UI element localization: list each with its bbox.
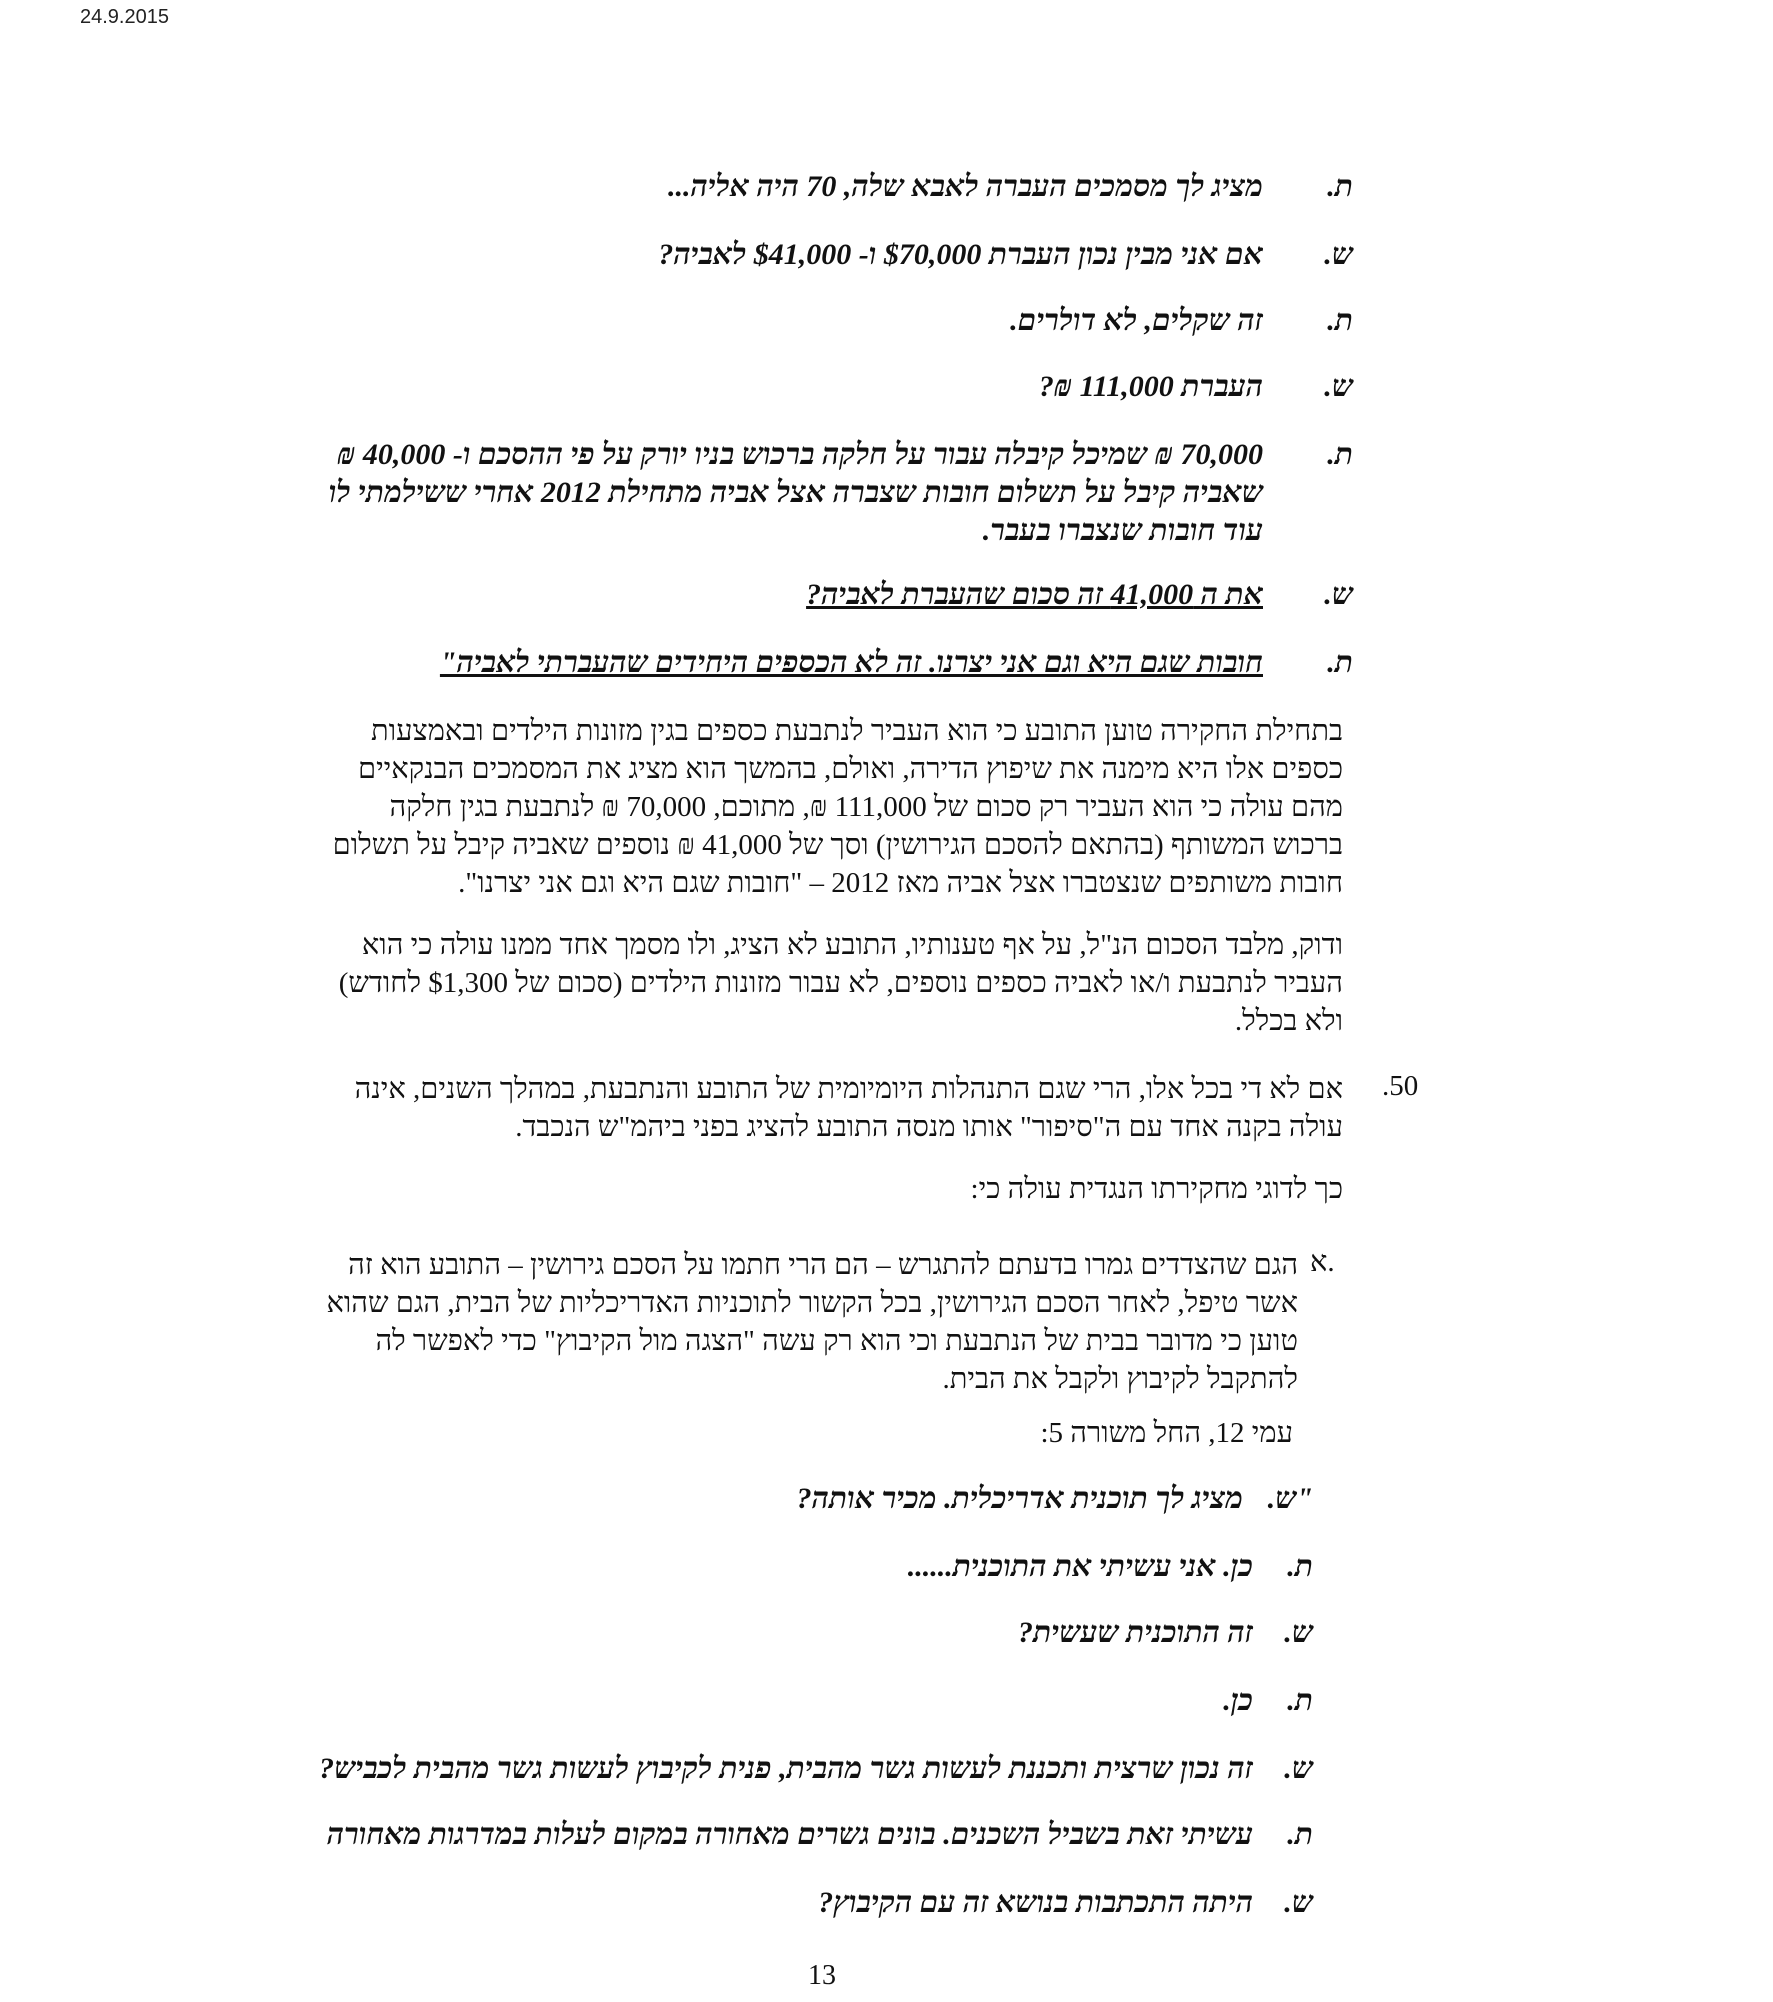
qa-line-multiline (213, 436, 1353, 556)
paragraph-line: העביר לנתבעת ו/או לאביה כספים נוספים, לא עבור מזונות הילדים (סכום של $1,300 לחודש) (338, 967, 1343, 999)
qa-label: ת. (1327, 304, 1353, 337)
qa-label: ש. (1284, 1616, 1313, 1649)
qa-text-underlined: את ה 41,000 זה סכום שהעברת לאביה? (806, 578, 1263, 611)
examples-intro (543, 1170, 1343, 1208)
qa-label: ש. (1324, 238, 1353, 271)
qa-line (253, 576, 1353, 616)
qa-line (213, 1548, 1313, 1588)
paragraph-line: בתחילת החקירה טוען התובע כי הוא העביר לנתבעת כספים בגין מזונות הילדים ובאמצעות (371, 715, 1343, 747)
paragraph-line: אם לא די בכל אלו, הרי שגם התנהלות היומיומית של התובע והנתבעת, במהלך השנים, אינה (354, 1073, 1343, 1105)
qa-line (213, 1614, 1313, 1654)
qa-label: ש. (1284, 1752, 1313, 1785)
qa-text: כן. אני עשיתי את התוכנית...... (907, 1550, 1253, 1583)
qa-label: ת. (1287, 1684, 1313, 1717)
qa-label: ש. (1324, 370, 1353, 403)
qa-label: ת. (1327, 170, 1353, 203)
paragraph-line: אשר טיפל, לאחר הסכם הגירושין, בכל הקשור לתוכניות האדריכליות של הבית, הגם שהוא (326, 1287, 1298, 1319)
paragraph-line: טוען כי מדובר בבית של הנתבעת וכי הוא רק עשה "הצגה מול הקיבוץ" כדי לאפשר לה (375, 1325, 1298, 1357)
qa-line (213, 1884, 1313, 1924)
paragraph-line: כספים אלו היא מימנה את שיפוץ הדירה, ואולם, בהמשך הוא מציג את המסמכים הבנקאיים (357, 753, 1343, 785)
qa-label: ת. (1327, 438, 1353, 471)
qa-text: מציג לך מסמכים העברה לאבא שלה, 70 היה אליה... (668, 170, 1263, 203)
qa-line (253, 302, 1353, 342)
qa-text-line: עוד חובות שנצברו בעבר. (982, 514, 1263, 547)
qa-text: זה התוכנית שעשית? (1017, 1616, 1253, 1649)
paragraph-line: מהם עולה כי הוא העביר רק סכום של 111,000 ₪, מתוכם, 70,000 ₪ לנתבעת בגין חלקה (389, 791, 1343, 823)
paragraph-line: עמי 12, החל משורה 5: (1040, 1417, 1293, 1449)
paragraph-line: עולה בקנה אחד עם ה"סיפור" אותו מנסה התובע להציג בפני ביהמ"ש הנכבד. (515, 1111, 1343, 1143)
paragraph-line: כך לדוגי מחקירתו הנגדית עולה כי: (970, 1173, 1343, 1205)
qa-text: אם אני מבין נכון העברת $70,000 ו- $41,000 לאביה? (658, 238, 1263, 271)
qa-line (213, 1480, 1313, 1520)
qa-line (213, 1682, 1313, 1722)
body-paragraph (223, 926, 1343, 1040)
qa-label: ש. (1284, 1886, 1313, 1919)
qa-label: "ש. (1267, 1482, 1313, 1515)
qa-line (253, 368, 1353, 408)
qa-text: זה נכון שרצית ותכננת לעשות גשר מהבית, פנית לקיבוץ לעשות גשר מהבית לכביש? (319, 1752, 1253, 1785)
qa-label: ש. (1324, 578, 1353, 611)
qa-text: מציג לך תוכנית אדריכלית. מכיר אותה? (796, 1482, 1243, 1515)
qa-line (213, 1816, 1313, 1856)
qa-text: עשיתי זאת בשביל השכנים. בונים גשרים מאחורה במקום לעלות במדרגות מאחורה (326, 1818, 1253, 1851)
paragraph-line: להתקבל לקיבוץ ולקבל את הבית. (942, 1363, 1298, 1395)
qa-label: ת. (1327, 646, 1353, 679)
paragraph-line: הגם שהצדדים גמרו בדעתם להתגרש – הם הרי חתמו על הסכם גירושין – התובע הוא זה (348, 1249, 1298, 1281)
qa-line (253, 168, 1353, 208)
item-paragraph (213, 1246, 1298, 1398)
qa-text: העברת 111,000 ₪? (1038, 370, 1263, 403)
page-number: 13 (808, 1960, 836, 1991)
qa-label: ת. (1287, 1818, 1313, 1851)
section-number: .50 (1382, 1070, 1419, 1102)
qa-line (253, 644, 1353, 684)
paragraph-line: ברכוש המשותף (בהתאם להסכם הגירושין) וסך של 41,000 ₪ נוספים שאביה קיבל על תשלום (332, 829, 1343, 861)
reference-line (693, 1414, 1293, 1452)
qa-text-line: שאביה קיבל על תשלום חובות שצברה אצל אביה מתחילת 2012 אחרי ששילמתי לו (328, 476, 1263, 509)
qa-line (253, 236, 1353, 276)
paragraph-line: ולא בכלל. (1234, 1005, 1343, 1037)
body-paragraph (223, 712, 1343, 902)
qa-text: היתה התכתבות בנושא זה עם הקיבוץ? (818, 1886, 1253, 1919)
qa-text: כן. (1223, 1684, 1253, 1717)
qa-text: זה שקלים, לא דולרים. (1010, 304, 1263, 337)
section-paragraph (213, 1070, 1343, 1146)
qa-label: ת. (1287, 1550, 1313, 1583)
item-label: א. (1310, 1246, 1335, 1278)
qa-text-line: 70,000 ₪ שמיכל קיבלה עבור על חלקה ברכוש בניו יורק על פי ההסכם ו- 40,000 ₪ (337, 438, 1263, 471)
qa-line (213, 1750, 1313, 1790)
document-date: 24.9.2015 (80, 6, 169, 28)
paragraph-line: חובות משותפים שנצטברו אצל אביה מאז 2012 – "חובות שגם היא וגם אני יצרנו". (458, 867, 1343, 899)
paragraph-line: ודוק, מלבד הסכום הנ"ל, על אף טענותיו, התובע לא הציג, ולו מסמך אחד ממנו עולה כי הוא (361, 929, 1343, 961)
qa-text-underlined: חובות שגם היא וגם אני יצרנו. זה לא הכספים היחידים שהעברתי לאביה" (439, 646, 1263, 679)
